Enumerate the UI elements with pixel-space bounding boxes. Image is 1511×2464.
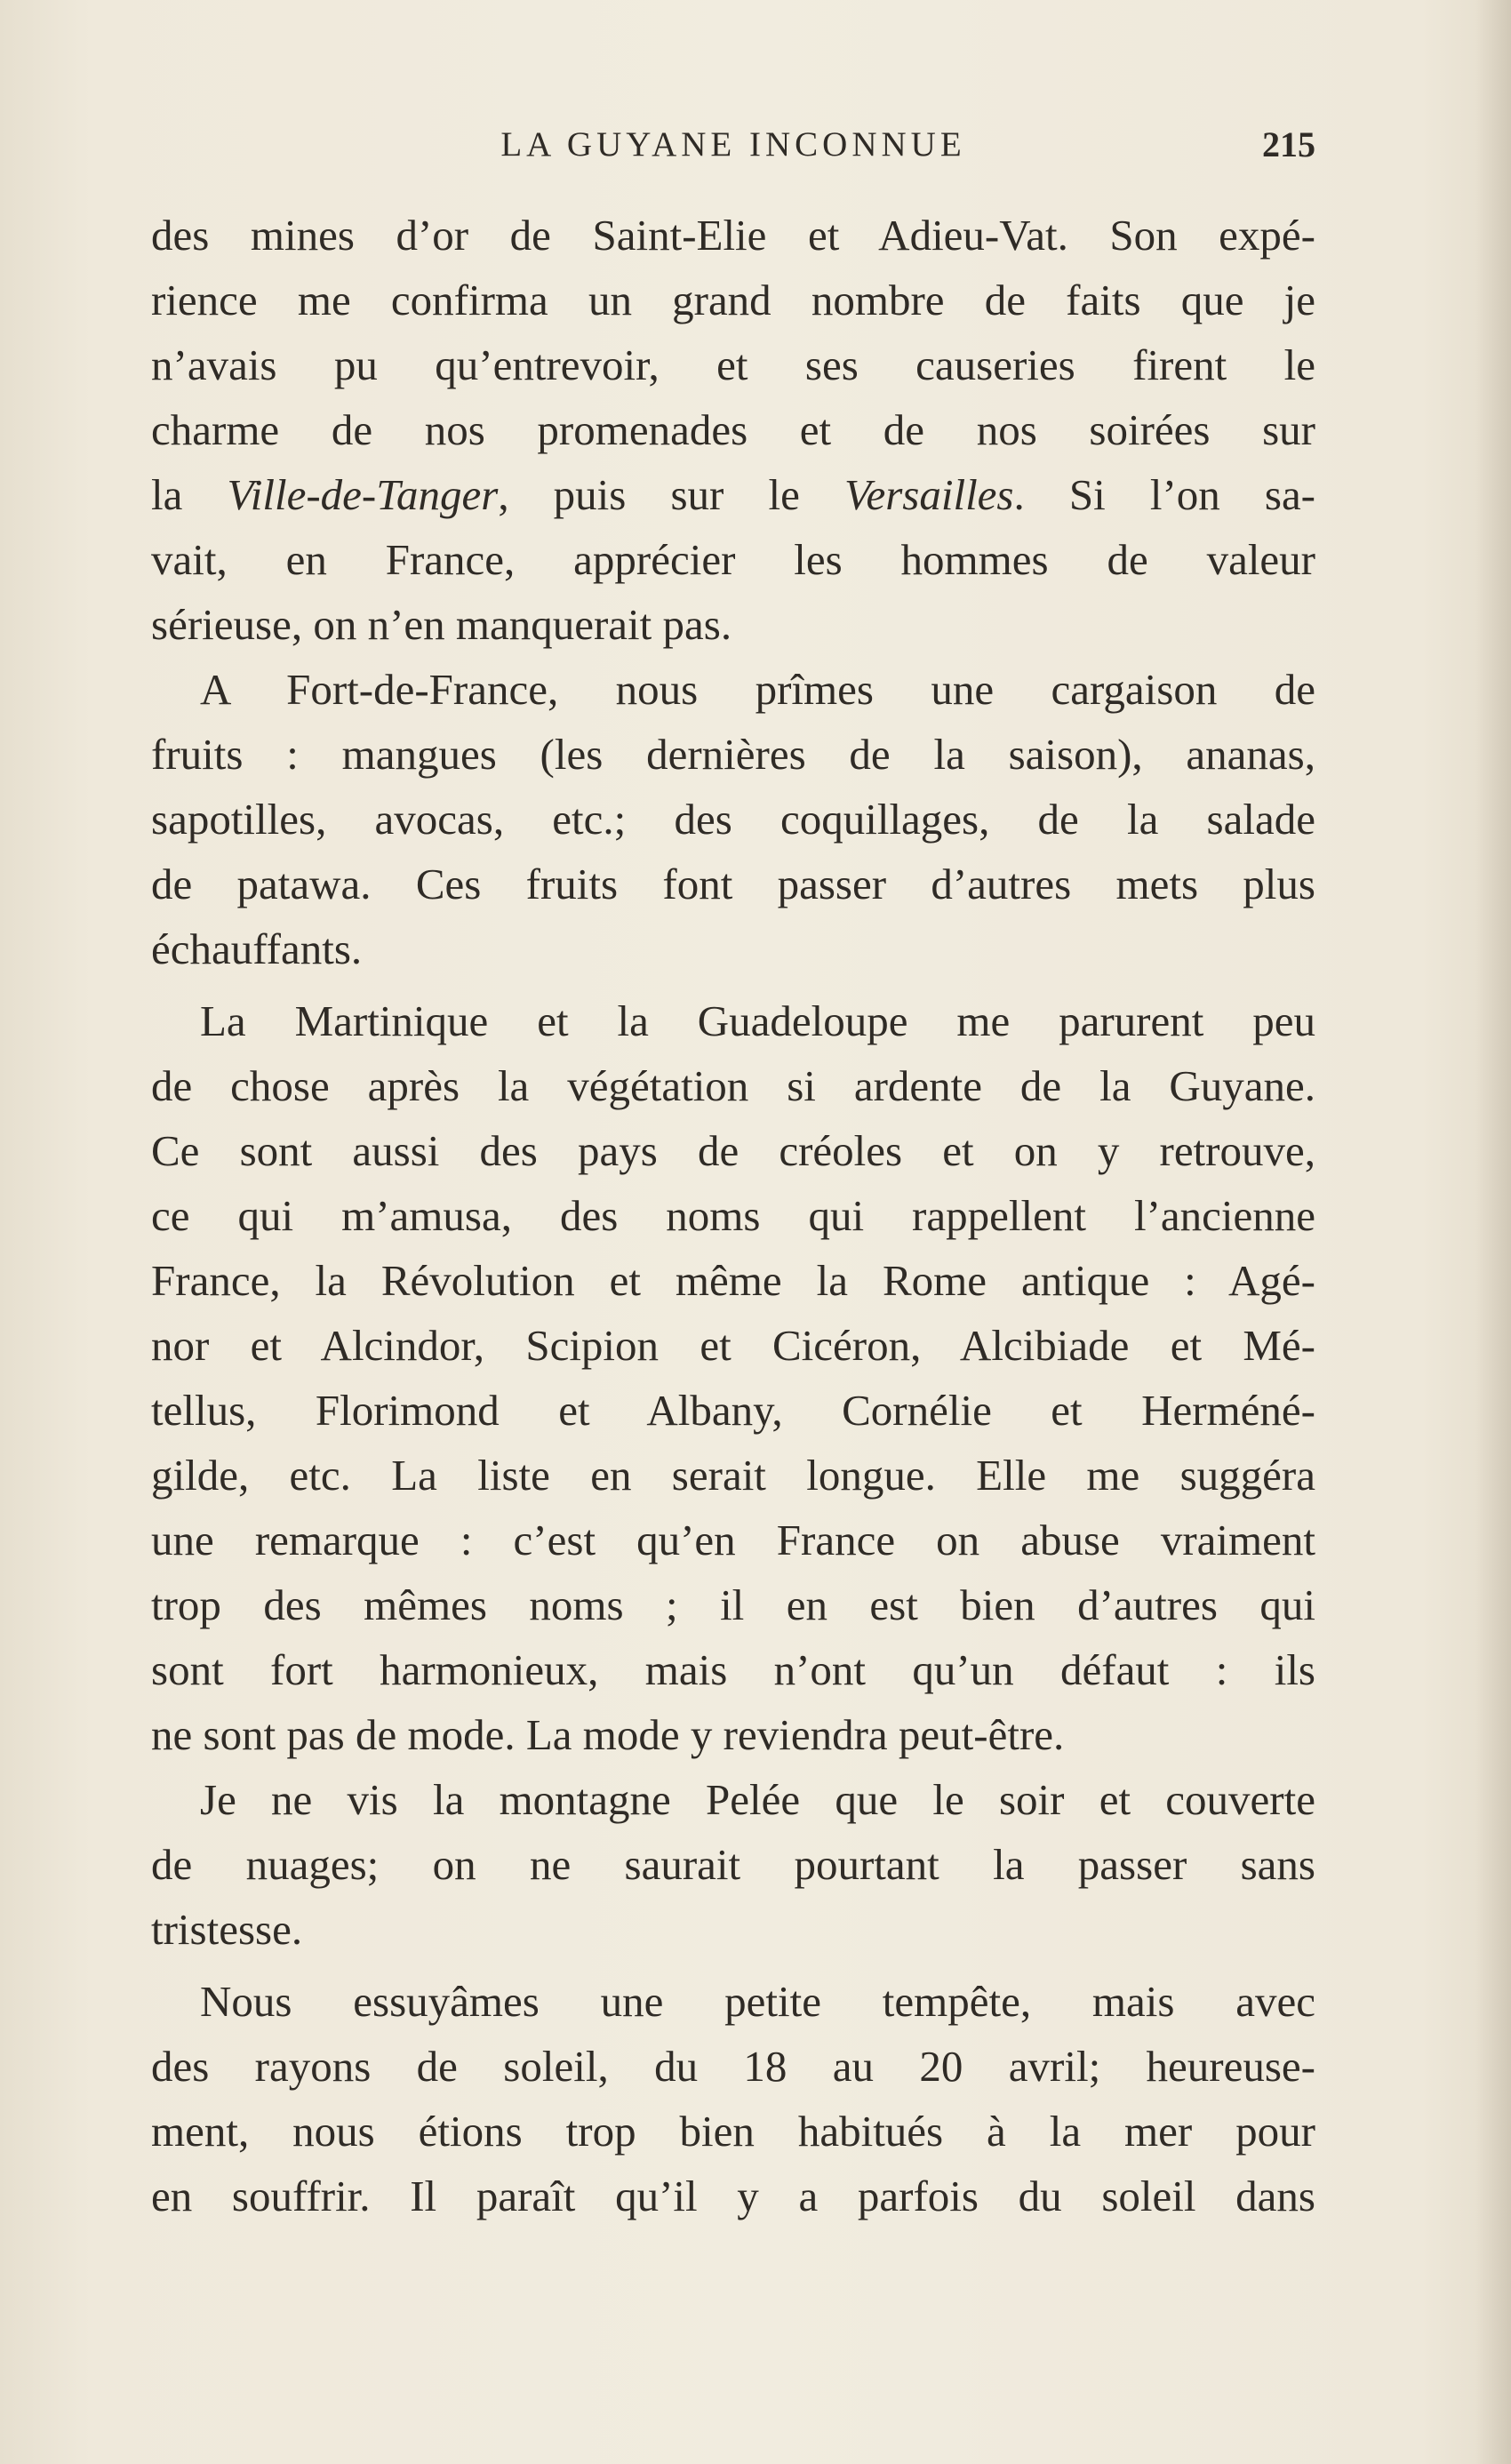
- text-segment: la: [151, 470, 228, 519]
- text-line: La Martinique et la Guadeloupe me parurent peu: [200, 996, 1315, 1045]
- text-line: nor et Alcindor, Scipion et Cicéron, Alcibiade et Mé-: [151, 1321, 1315, 1370]
- text-line: gilde, etc. La liste en serait longue. Elle me suggéra: [151, 1451, 1315, 1500]
- text-line: sont fort harmonieux, mais n’ont qu’un défaut : ils: [151, 1645, 1315, 1694]
- ship-name-versailles: Versailles: [843, 470, 1014, 519]
- paragraph: [151, 203, 1315, 657]
- ship-name-ville-de-tanger: Ville-de-Tanger: [227, 470, 499, 519]
- text-line: des rayons de soleil, du 18 au 20 avril; heureuse-: [151, 2042, 1315, 2091]
- text-line: trop des mêmes noms ; il en est bien d’autres qui: [151, 1580, 1315, 1629]
- text-segment: , puis sur le: [498, 470, 844, 519]
- text-line: tellus, Florimond et Albany, Cornélie et Herméné-: [151, 1386, 1315, 1435]
- text-line: rience me confirma un grand nombre de faits que je: [151, 276, 1315, 324]
- text-line: sérieuse, on n’en manquerait pas.: [151, 600, 732, 649]
- text-line: en souffrir. Il paraît qu’il y a parfois du soleil dans: [151, 2172, 1315, 2220]
- paragraph-gap: [151, 981, 1315, 988]
- paragraph: [151, 657, 1315, 981]
- body-text: [151, 203, 1315, 2228]
- text-line: de nuages; on ne saurait pourtant la passer sans: [151, 1840, 1315, 1889]
- text-line: une remarque : c’est qu’en France on abuse vraiment: [151, 1516, 1315, 1564]
- paragraph: [151, 988, 1315, 1767]
- text-line: France, la Révolution et même la Rome antique : Agé-: [151, 1256, 1315, 1305]
- text-line: ment, nous étions trop bien habitués à la mer pour: [151, 2107, 1315, 2156]
- text-line: sapotilles, avocas, etc.; des coquillages, de la salade: [151, 795, 1315, 844]
- text-line: échauffants.: [151, 924, 363, 973]
- text-segment: . Si l’on sa-: [1013, 470, 1316, 519]
- text-line: A Fort-de-France, nous prîmes une cargaison de: [200, 665, 1315, 714]
- paragraph-gap: [151, 1962, 1315, 1969]
- running-title: LA GUYANE INCONNUE: [500, 125, 966, 164]
- paragraph: [151, 1767, 1315, 1962]
- text-line: Je ne vis la montagne Pelée que le soir et couverte: [200, 1775, 1315, 1824]
- text-line: tristesse.: [151, 1905, 303, 1954]
- text-line: de patawa. Ces fruits font passer d’autres mets plus: [151, 860, 1315, 908]
- text-line: charme de nos promenades et de nos soirées sur: [151, 405, 1315, 454]
- text-line: ne sont pas de mode. La mode y reviendra peut-être.: [151, 1710, 1065, 1759]
- text-line: n’avais pu qu’entrevoir, et ses causeries firent le: [151, 340, 1315, 389]
- paragraph: [151, 1969, 1315, 2228]
- page-edge-shadow: [1475, 0, 1511, 2464]
- text-line: [151, 462, 1315, 527]
- running-header: [151, 118, 1315, 172]
- text-line: fruits : mangues (les dernières de la saison), ananas,: [151, 730, 1315, 779]
- text-line: de chose après la végétation si ardente de la Guyane.: [151, 1061, 1315, 1110]
- text-line: des mines d’or de Saint-Elie et Adieu-Vat. Son expé-: [151, 211, 1315, 260]
- text-line: Nous essuyâmes une petite tempête, mais avec: [200, 1977, 1315, 2026]
- text-line: Ce sont aussi des pays de créoles et on y retrouve,: [151, 1126, 1315, 1175]
- text-line: vait, en France, apprécier les hommes de valeur: [151, 535, 1315, 584]
- text-line: ce qui m’amusa, des noms qui rappellent l’ancienne: [151, 1191, 1315, 1240]
- page-number: 215: [1262, 124, 1315, 164]
